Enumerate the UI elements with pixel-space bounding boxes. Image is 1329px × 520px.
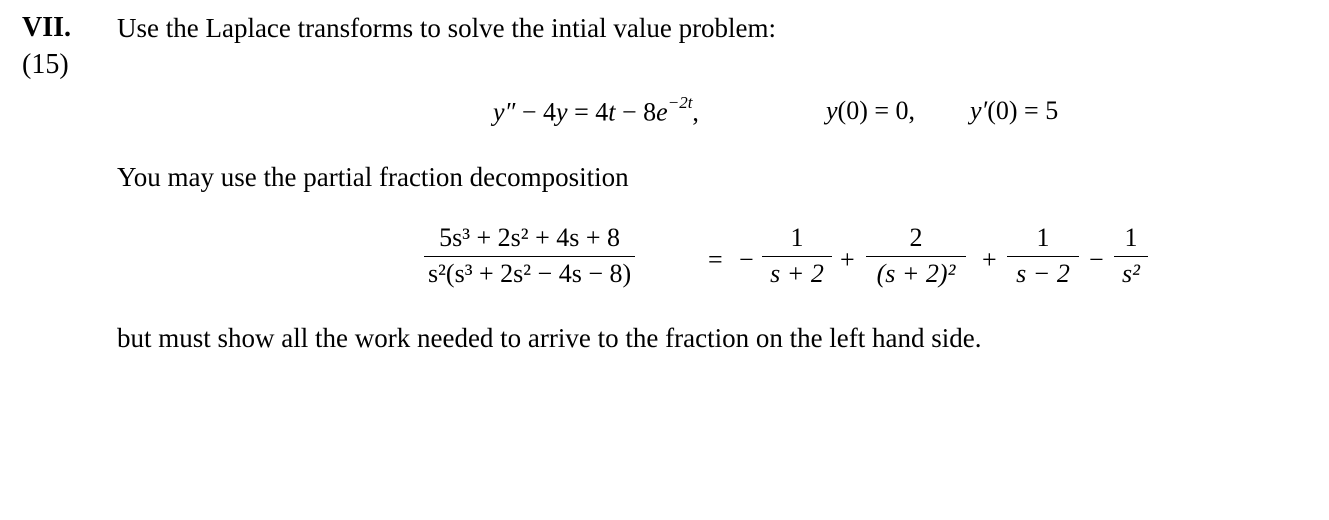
ode-y: y <box>556 97 568 127</box>
ic2-rest: (0) = 5 <box>987 96 1059 125</box>
term1-numerator: 1 <box>790 223 804 252</box>
lhs-denominator: s²(s³ + 2s² − 4s − 8) <box>428 259 632 289</box>
ode-equals-rhs: = 4 <box>567 97 609 127</box>
term1-fraction <box>762 223 832 289</box>
ode-t: t <box>608 97 616 127</box>
plus-sign-2: + <box>982 245 997 274</box>
term3-numerator: 1 <box>1036 223 1050 252</box>
minus-sign-b: − <box>1089 245 1104 274</box>
term3-fraction <box>1007 223 1079 289</box>
ic2-y: y′ <box>970 96 988 125</box>
ode-equation <box>493 93 699 128</box>
lhs-numerator: 5s³ + 2s² + 4s + 8 <box>439 223 621 252</box>
problem-points: (15) <box>22 49 69 80</box>
ode-minus-1: − 4 <box>515 97 557 127</box>
problem-prompt: Use the Laplace transforms to solve the intial value problem: <box>117 13 777 43</box>
ode-exponent: −2t <box>667 93 693 112</box>
term4-fraction <box>1114 223 1148 289</box>
hint-text: You may use the partial fraction decomposition <box>117 162 629 192</box>
ode-comma: , <box>692 97 699 127</box>
term2-denominator: (s + 2)² <box>876 259 956 289</box>
ic1-rest: (0) = 0, <box>837 96 916 125</box>
ode-lhs-y: y″ <box>493 97 516 127</box>
ode-e: e <box>656 97 668 127</box>
initial-condition-2 <box>970 96 1058 126</box>
problem-number: VII. <box>22 12 72 43</box>
equals-sign: = <box>708 245 723 274</box>
minus-sign-a: − <box>739 245 754 274</box>
ode-minus-2: − 8 <box>615 97 657 127</box>
term4-numerator: 1 <box>1124 223 1138 252</box>
lhs-fraction <box>424 223 635 289</box>
term4-denominator: s² <box>1122 259 1140 289</box>
ic1-y: y <box>826 96 838 125</box>
term2-numerator: 2 <box>909 223 923 252</box>
closing-text: but must show all the work needed to arrive to the fraction on the left hand side. <box>117 323 982 353</box>
term3-denominator: s − 2 <box>1016 259 1070 289</box>
term2-fraction <box>866 223 966 289</box>
term1-denominator: s + 2 <box>770 259 824 289</box>
initial-condition-1 <box>826 96 915 126</box>
plus-sign-1: + <box>840 245 855 274</box>
